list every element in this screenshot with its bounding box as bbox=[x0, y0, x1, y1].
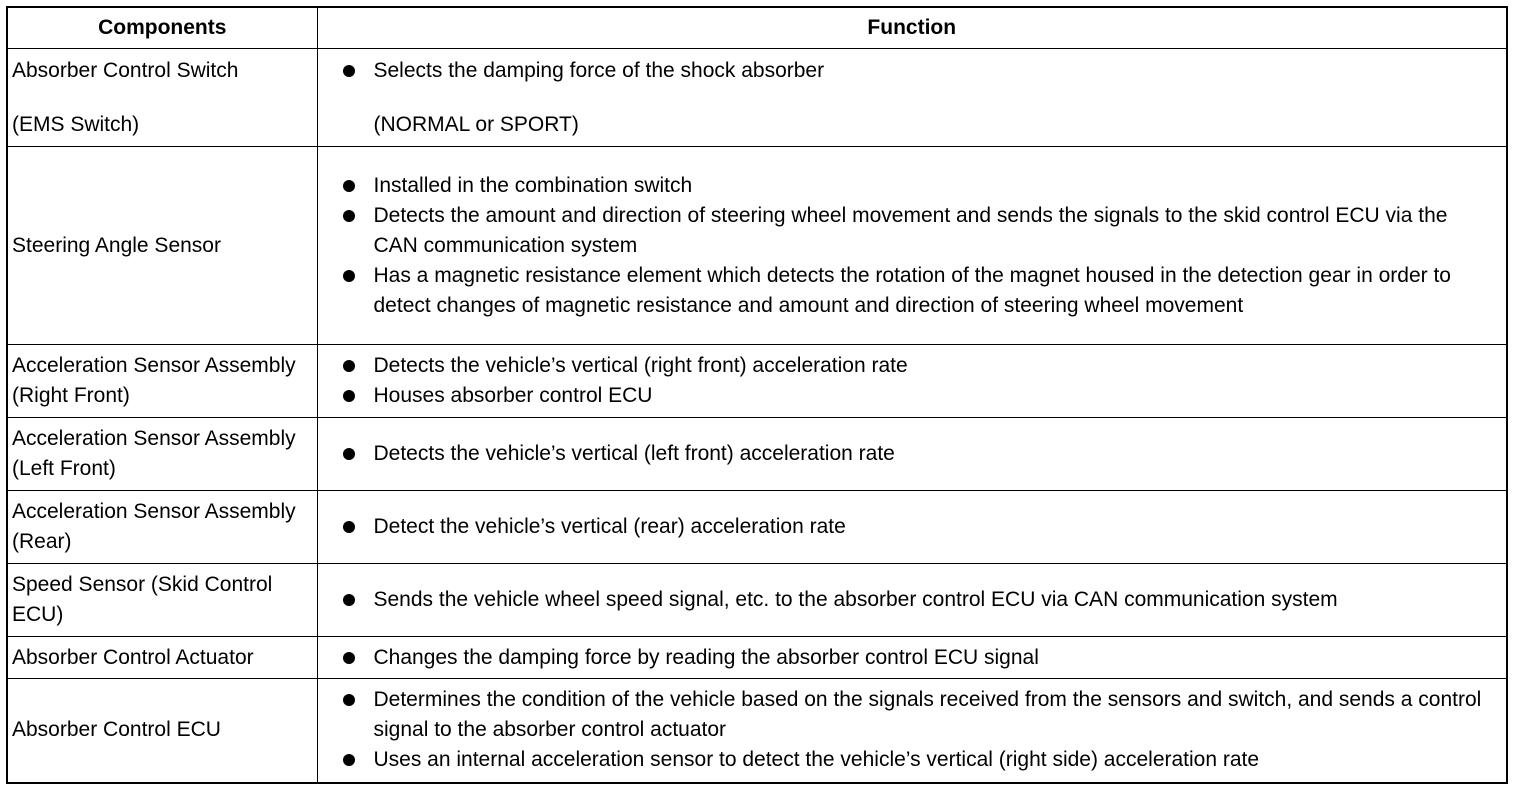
component-cell: Acceleration Sensor Assembly (Right Front) bbox=[7, 345, 317, 418]
function-cell bbox=[317, 564, 1507, 637]
function-cell bbox=[317, 491, 1507, 564]
function-continuation: (NORMAL or SPORT) bbox=[373, 112, 579, 136]
bullet-icon bbox=[340, 585, 374, 615]
function-bullet: Detect the vehicle’s vertical (rear) acceleration rate bbox=[340, 512, 1487, 542]
bullet-icon bbox=[340, 261, 374, 291]
bullet-icon bbox=[340, 745, 374, 775]
bullet-icon bbox=[340, 201, 374, 231]
function-cell bbox=[317, 418, 1507, 491]
function-bullet: Houses absorber control ECU bbox=[340, 381, 1487, 411]
bullet-icon bbox=[340, 171, 374, 201]
components-function-table bbox=[6, 6, 1508, 784]
bullet-icon bbox=[340, 643, 374, 673]
function-bullet: Selects the damping force of the shock absorber bbox=[340, 56, 1487, 86]
table-row bbox=[7, 637, 1507, 679]
function-cell bbox=[317, 49, 1507, 147]
header-row bbox=[7, 7, 1507, 49]
function-bullet: Detects the vehicle’s vertical (left front) acceleration rate bbox=[340, 439, 1487, 469]
function-cell bbox=[317, 147, 1507, 345]
function-bullet: Determines the condition of the vehicle based on the signals received from the sensors and switch, and sends a control signal to the absorber control actuator bbox=[340, 685, 1487, 745]
function-bullet: Changes the damping force by reading the absorber control ECU signal bbox=[340, 643, 1487, 673]
bullet-icon bbox=[340, 512, 374, 542]
component-cell: Acceleration Sensor Assembly (Rear) bbox=[7, 491, 317, 564]
table-row bbox=[7, 418, 1507, 491]
components-header: Components bbox=[7, 7, 317, 49]
table-row bbox=[7, 345, 1507, 418]
table-row bbox=[7, 679, 1507, 783]
component-name-line1: Absorber Control Switch bbox=[12, 58, 239, 82]
function-cell bbox=[317, 679, 1507, 783]
function-cell bbox=[317, 345, 1507, 418]
table-row bbox=[7, 564, 1507, 637]
function-bullet: Sends the vehicle wheel speed signal, etc. to the absorber control ECU via CAN communication system bbox=[340, 585, 1487, 615]
component-cell: Steering Angle Sensor bbox=[7, 147, 317, 345]
table-row bbox=[7, 491, 1507, 564]
component-cell: Acceleration Sensor Assembly (Left Front) bbox=[7, 418, 317, 491]
table-row bbox=[7, 49, 1507, 147]
component-name-line2: (EMS Switch) bbox=[12, 112, 140, 136]
bullet-icon bbox=[340, 381, 374, 411]
bullet-icon bbox=[340, 685, 374, 715]
function-bullet: Detects the vehicle’s vertical (right front) acceleration rate bbox=[340, 351, 1487, 381]
table-row bbox=[7, 147, 1507, 345]
bullet-icon bbox=[340, 351, 374, 381]
function-cell bbox=[317, 637, 1507, 679]
component-cell: Absorber Control ECU bbox=[7, 679, 317, 783]
component-cell: Absorber Control Actuator bbox=[7, 637, 317, 679]
bullet-icon bbox=[340, 439, 374, 469]
function-header: Function bbox=[317, 7, 1507, 49]
function-bullet: Installed in the combination switch bbox=[340, 171, 1487, 201]
function-bullet: Detects the amount and direction of steering wheel movement and sends the signals to the skid control ECU via the CAN communication system bbox=[340, 201, 1487, 261]
component-cell bbox=[7, 49, 317, 147]
function-bullet: Uses an internal acceleration sensor to detect the vehicle’s vertical (right side) acceleration rate bbox=[340, 745, 1487, 775]
component-cell: Speed Sensor (Skid Control ECU) bbox=[7, 564, 317, 637]
function-bullet: Has a magnetic resistance element which detects the rotation of the magnet housed in the detection gear in order to detect changes of magnetic resistance and amount and direction of steering wheel movement bbox=[340, 261, 1487, 321]
bullet-icon bbox=[340, 56, 374, 86]
